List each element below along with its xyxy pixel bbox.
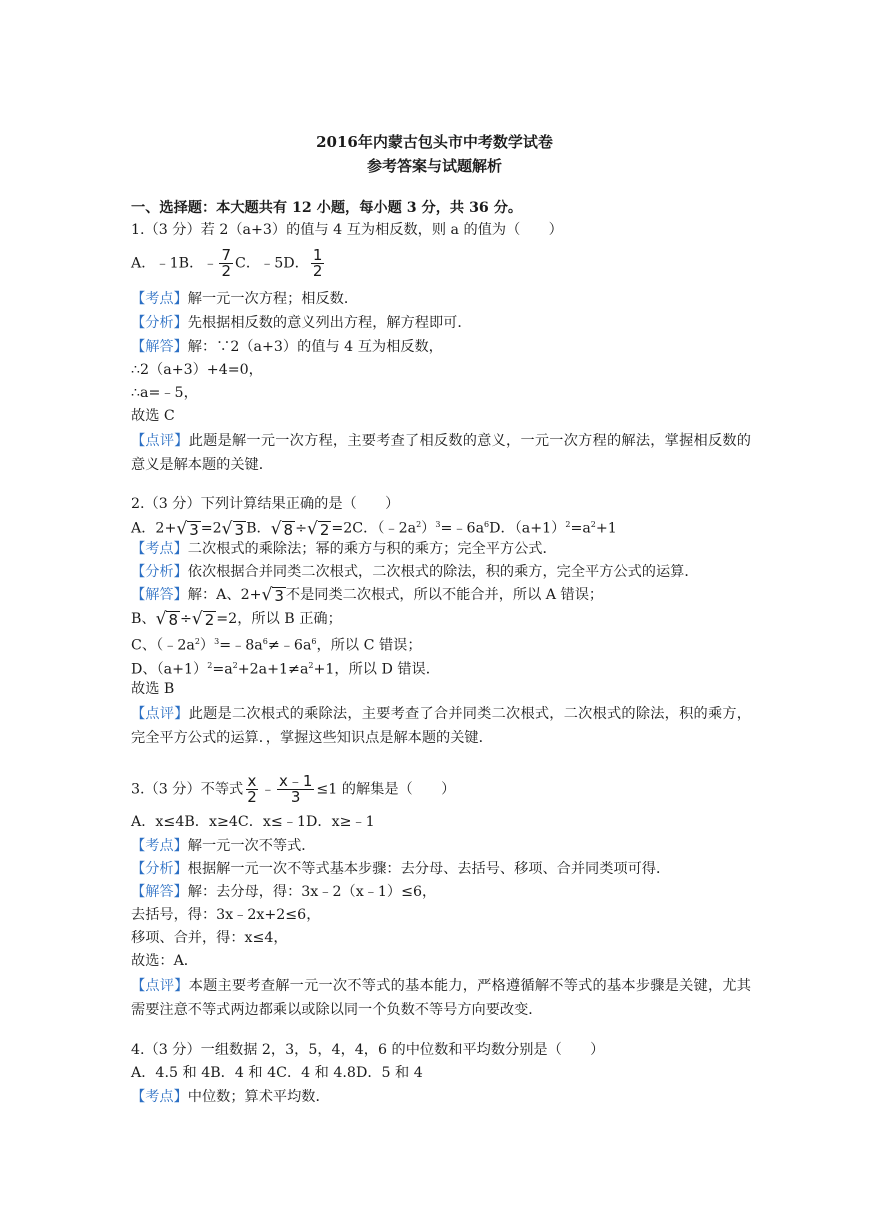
q4-stem: 4.（3 分）一组数据 2，3，5，4，4，6 的中位数和平均数分别是（ ） [131, 1042, 605, 1058]
q3-stem [131, 774, 751, 805]
frac-numerator: x﹣1 [278, 772, 313, 790]
sqrt-3: √ 3 [221, 518, 245, 539]
exp: 6 [311, 637, 317, 646]
dianping-text: 此题是解一元一次方程，主要考查了相反数的意义，一元一次方程的解法，掌握相反数的意义是解本题的关键． [131, 433, 751, 473]
q1-frac-1-2 [311, 248, 325, 279]
fenxi-text: 先根据相反数的意义列出方程，解方程即可． [187, 315, 472, 331]
q1-step1: ∴2（a+3）+4=0， [131, 362, 263, 378]
q3-choice: 故选：A． [131, 953, 198, 969]
frac-numerator: x [247, 772, 257, 790]
divide-sign: ÷ [295, 520, 307, 537]
exp: 3 [435, 520, 441, 529]
exp: 2 [565, 520, 571, 529]
q1-frac-7-2 [219, 248, 233, 279]
q2-step-c [131, 632, 751, 656]
q3-jieda [131, 882, 751, 902]
step-text: +1，所以 D 错误． [313, 661, 440, 678]
q2-fenxi [131, 562, 751, 582]
q2-opt-d-end: +1 [595, 520, 617, 537]
jieda-text: 解：去分母，得：3x﹣2（x﹣1）≤6， [187, 884, 437, 900]
tag-fenxi: 【分析】 [131, 564, 188, 580]
tag-jieda: 【解答】 [131, 587, 188, 603]
jieda-text-rest: 不是同类二次根式，所以不能合并，所以 A 错误； [285, 587, 604, 603]
jieda-text: 解：∵2（a+3）的值与 4 互为相反数， [187, 339, 443, 355]
kaodian-text: 解一元一次不等式． [187, 838, 316, 854]
sqrt-3: √ 3 [261, 585, 284, 605]
frac-numerator: 7 [221, 246, 231, 264]
q3-frac-x-1-3 [277, 774, 314, 805]
stem-text-end: ≤1 的解集是（ ） [316, 781, 456, 798]
minus-sign: ﹣ [260, 781, 275, 798]
exp: 2 [232, 661, 238, 670]
exp: 2 [308, 661, 314, 670]
q2-opt-b-label: B． [246, 520, 271, 537]
tag-dianping: 【点评】 [131, 978, 189, 994]
q3-step1: 去括号，得：3x﹣2x+2≤6， [131, 907, 321, 923]
step-label: B、 [131, 611, 156, 627]
q3-options: A．x≤4B．x≥4C．x≤﹣1D．x≥﹣1 [131, 814, 375, 830]
exp: 2 [194, 637, 200, 646]
q1-kaodian [131, 289, 751, 309]
tag-kaodian: 【考点】 [131, 291, 188, 307]
exp: 2 [416, 520, 422, 529]
q2-choice: 故选 B [131, 681, 175, 697]
step-text: =﹣8a [219, 637, 263, 654]
step-text: C、（﹣2a [131, 637, 195, 654]
frac-denominator: 2 [247, 788, 257, 806]
tag-kaodian: 【考点】 [131, 1089, 188, 1105]
section-heading: 一、选择题：本大题共有 12 小题，每小题 3 分，共 36 分。 [131, 200, 523, 216]
q1-step2: ∴a=﹣5， [131, 385, 198, 401]
step-text: ≠﹣6a [267, 637, 312, 654]
q1-choice: 故选 C [131, 408, 175, 424]
kaodian-text: 二次根式的乘除法；幂的乘方与积的乘方；完全平方公式． [187, 541, 557, 557]
q2-opt-d-eq: =a [570, 520, 591, 537]
q3-kaodian [131, 836, 751, 856]
q2-stem: 2.（3 分）下列计算结果正确的是（ ） [131, 496, 400, 512]
dianping-text: 本题主要考查解一元一次不等式的基本能力，严格遵循解不等式的基本步骤是关键，尤其需要注意不等式两边都乘以或除以同一个负数不等号方向要改变． [131, 978, 751, 1018]
step-text: +2a+1≠a [237, 661, 309, 678]
sqrt-8: √ 8 [270, 518, 294, 539]
q2-opt-c-eq: =﹣6a [440, 520, 485, 537]
q2-jieda [131, 585, 751, 605]
stem-text: 3.（3 分）不等式 [131, 781, 244, 798]
paren: ） [199, 637, 215, 654]
fenxi-text: 根据解一元一次不等式基本步骤：去分母、去括号、移项、合并同类项可得． [187, 861, 671, 877]
q1-fenxi [131, 313, 751, 333]
dianping-text: 此题是二次根式的乘除法，主要考查了合并同类二次根式，二次根式的除法，积的乘方，完全平方公式的运算．，掌握这些知识点是解本题的关键． [131, 706, 751, 746]
sqrt-2: √ 2 [306, 518, 330, 539]
step-text: ，所以 C 错误； [316, 637, 422, 654]
q4-options: A．4.5 和 4B．4 和 4C．4 和 4.8D．5 和 4 [131, 1065, 423, 1081]
frac-denominator: 3 [290, 788, 301, 806]
frac-denominator: 2 [221, 262, 231, 280]
q1-options [131, 248, 751, 279]
exp: 2 [207, 661, 213, 670]
frac-denominator: 2 [312, 262, 323, 280]
exp: 2 [590, 520, 596, 529]
q1-dianping [131, 429, 751, 477]
divide-sign: ÷ [180, 611, 192, 627]
q1-opt-cd: C．﹣5D． [235, 255, 309, 272]
tag-kaodian: 【考点】 [131, 541, 188, 557]
q3-frac-x-2 [245, 774, 259, 805]
fenxi-text: 依次根据合并同类二次根式，二次根式的除法，积的乘方，完全平方公式的运算． [187, 564, 699, 580]
q2-kaodian [131, 539, 751, 559]
q2-opt-d-start: D．（a+1） [489, 520, 566, 537]
q2-dianping [131, 702, 751, 750]
doc-title: 2016年内蒙古包头市中考数学试卷 [316, 133, 553, 151]
jieda-text: 解：A、2+ [187, 587, 262, 603]
q3-fenxi [131, 859, 751, 879]
exp: 6 [484, 520, 490, 529]
sqrt-2: √ 2 [191, 609, 215, 629]
sqrt-8: √ 8 [155, 609, 179, 629]
q1-opt-ab: A．﹣1B．﹣ [131, 255, 218, 272]
q1-stem: 1.（3 分）若 2（a+3）的值与 4 互为相反数，则 a 的值为（ ） [131, 222, 563, 238]
tag-jieda: 【解答】 [131, 339, 188, 355]
frac-numerator: 1 [312, 246, 323, 264]
q2-opt-c-start: =2C．（﹣2a [331, 520, 417, 537]
exp: 6 [262, 637, 268, 646]
step-text: =2，所以 B 正确； [216, 611, 342, 627]
tag-dianping: 【点评】 [131, 706, 189, 722]
tag-kaodian: 【考点】 [131, 838, 188, 854]
sqrt-3: √ 3 [176, 518, 199, 539]
kaodian-text: 中位数；算术平均数． [187, 1089, 330, 1105]
step-text: D、（a+1） [131, 661, 208, 678]
tag-jieda: 【解答】 [131, 884, 188, 900]
doc-subtitle: 参考答案与试题解析 [366, 157, 502, 175]
q2-opt-a-eq: =2 [200, 520, 222, 537]
tag-fenxi: 【分析】 [131, 315, 188, 331]
q3-dianping [131, 974, 751, 1022]
kaodian-text: 解一元一次方程；相反数． [187, 291, 359, 307]
tag-fenxi: 【分析】 [131, 861, 188, 877]
q1-jieda [131, 337, 751, 357]
tag-dianping: 【点评】 [131, 433, 189, 449]
q2-step-b [131, 609, 751, 629]
q3-step2: 移项、合并，得：x≤4， [131, 930, 288, 946]
q2-options [131, 515, 751, 539]
step-text: =a [212, 661, 233, 678]
paren: ） [421, 520, 436, 537]
q2-opt-a-start: A．2+ [131, 520, 177, 537]
q2-step-d [131, 656, 751, 680]
exp: 3 [214, 637, 220, 646]
q4-kaodian [131, 1087, 751, 1107]
